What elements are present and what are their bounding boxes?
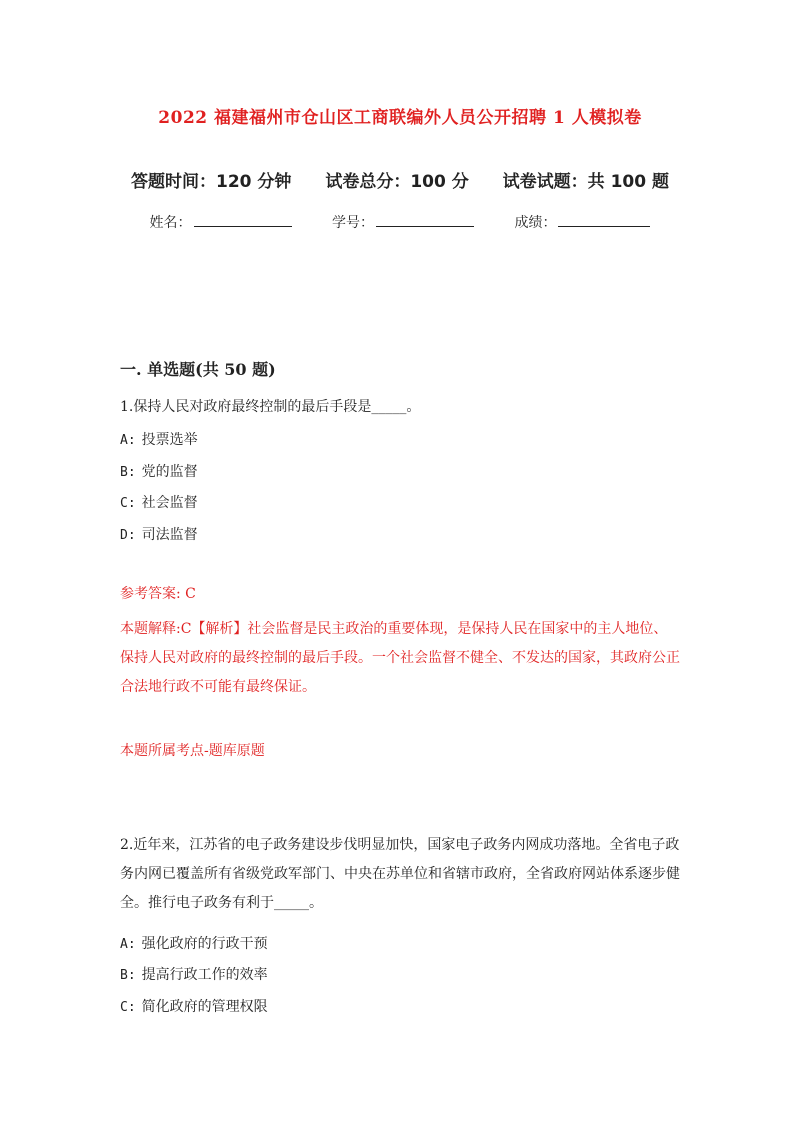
option-text: 简化政府的管理权限 (141, 999, 268, 1015)
option-letter: A: (120, 937, 136, 952)
option-text: 提高行政工作的效率 (141, 967, 268, 983)
exam-question-count: 试卷试题：共 100 题 (502, 172, 669, 192)
exam-time: 答题时间：120 分钟 (131, 172, 292, 192)
question-2-option-a (120, 933, 268, 953)
name-blank[interactable] (194, 214, 292, 227)
option-letter: D: (120, 528, 136, 543)
exam-meta (0, 167, 800, 192)
score-field (514, 212, 650, 232)
section-heading: 一. 单选题(共 50 题) (120, 360, 276, 379)
name-label: 姓名： (149, 215, 192, 231)
id-blank[interactable] (376, 214, 474, 227)
option-text: 强化政府的行政干预 (141, 936, 268, 952)
exam-title: 2022 福建福州市仓山区工商联编外人员公开招聘 1 人模拟卷 (158, 108, 642, 128)
score-label: 成绩： (514, 215, 557, 231)
score-blank[interactable] (558, 214, 650, 227)
question-2-option-b (120, 964, 268, 984)
question-2-stem: 2.近年来，江苏省的电子政务建设步伐明显加快，国家电子政务内网成功落地。全省电子政务内网已覆盖所有省级党政军部门、中央在苏单位和省辖市政府，全省政府网站体系逐步健全。推行电子政务有利于_____。 (120, 837, 680, 911)
question-1-answer: 参考答案: C (120, 586, 196, 602)
question-1-option-c (120, 492, 198, 512)
student-info (0, 212, 800, 232)
option-text: 司法监督 (141, 527, 198, 543)
option-text: 党的监督 (141, 464, 198, 480)
name-field (150, 212, 292, 232)
option-text: 投票选举 (141, 432, 198, 448)
question-1-option-b (120, 461, 198, 481)
option-letter: B: (120, 465, 136, 480)
question-2-option-c (120, 996, 268, 1016)
id-label: 学号： (332, 215, 374, 231)
question-1-explanation: 本题解释:C【解析】社会监督是民主政治的重要体现，是保持人民在国家中的主人地位、保持人民对政府的最终控制的最后手段。一个社会监督不健全、不发达的国家，其政府公正合法地行政不可能有最终保证。 (120, 621, 680, 695)
option-letter: A: (120, 433, 136, 448)
question-1-option-d (120, 524, 198, 544)
option-letter: C: (120, 1000, 136, 1015)
question-1-source: 本题所属考点-题库原题 (120, 743, 265, 759)
id-field (332, 212, 474, 232)
question-1-stem: 1.保持人民对政府最终控制的最后手段是_____。 (120, 399, 421, 415)
exam-total-score: 试卷总分：100 分 (325, 172, 469, 192)
option-text: 社会监督 (141, 495, 198, 511)
option-letter: B: (120, 968, 136, 983)
question-1-option-a (120, 429, 198, 449)
option-letter: C: (120, 496, 136, 511)
